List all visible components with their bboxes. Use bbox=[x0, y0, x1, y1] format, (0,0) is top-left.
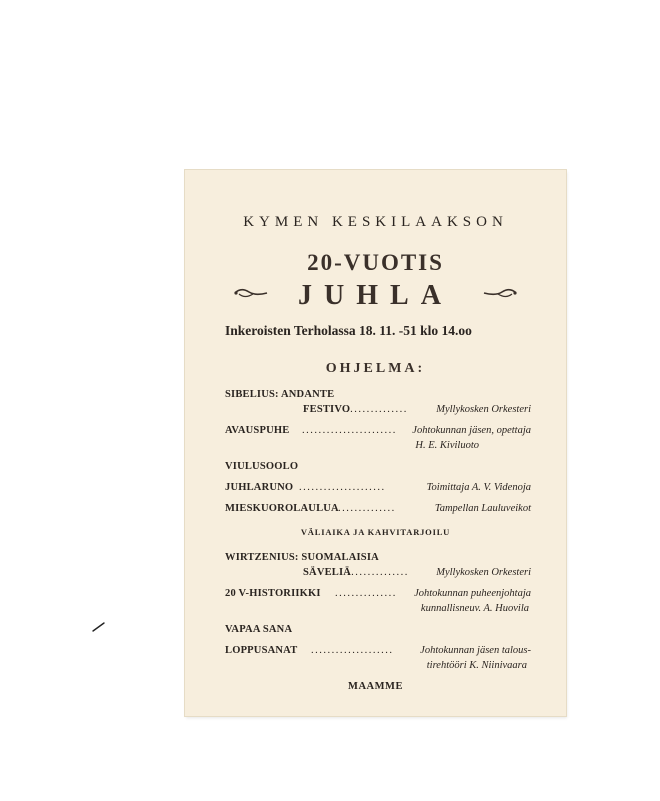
item-title: 20 V-HISTORIIKKI bbox=[225, 588, 321, 599]
item-performer: Johtokunnan jäsen talous- bbox=[420, 645, 531, 656]
leader-dots: ............... bbox=[346, 404, 408, 415]
item-performer: kunnallisneuv. A. Huovila bbox=[420, 603, 529, 614]
leader-dots: ............... bbox=[335, 588, 397, 599]
program-item-sibelius bbox=[225, 389, 531, 404]
program-item-vapaa-sana bbox=[225, 624, 531, 639]
heading-line-1: KYMEN KESKILAAKSON bbox=[243, 214, 508, 230]
program-item-mieskuoro bbox=[225, 503, 531, 518]
program-item-wirtzenius bbox=[225, 552, 531, 567]
item-performer: Myllykosken Orkesteri bbox=[436, 404, 531, 415]
venue-line: Inkeroisten Terholassa 18. 11. -51 klo 14.oo bbox=[225, 323, 472, 338]
leader-dots: .............. bbox=[338, 503, 396, 514]
program-item-avauspuhe-cont bbox=[225, 440, 531, 455]
item-title: JUHLARUNO bbox=[225, 482, 294, 493]
stray-ink-mark-icon bbox=[92, 621, 106, 633]
leader-dots: .................... bbox=[311, 645, 394, 656]
item-performer: Johtokunnan jäsen, opettaja bbox=[412, 425, 531, 436]
program-item-juhlaruno bbox=[225, 482, 531, 497]
leader-dots: ..................... bbox=[299, 482, 386, 493]
ornament-right-icon bbox=[482, 286, 518, 300]
item-title: AVAUSPUHE bbox=[225, 425, 290, 436]
program-item-historiikki-cont bbox=[225, 603, 531, 618]
item-title: VIULUSOOLO bbox=[225, 461, 299, 472]
leader-dots: ....................... bbox=[302, 425, 397, 436]
program-item-historiikki bbox=[225, 588, 531, 603]
item-performer: Johtokunnan puheenjohtaja bbox=[414, 588, 531, 599]
program-title: OHJELMA: bbox=[325, 361, 426, 376]
item-performer: Tampellan Lauluveikot bbox=[434, 503, 531, 514]
heading-line-2: 20-VUOTIS bbox=[307, 250, 444, 275]
leader-dots: ............... bbox=[347, 567, 409, 578]
item-title: SÄVELIÄ bbox=[303, 567, 352, 578]
item-title: LOPPUSANAT bbox=[225, 645, 298, 656]
intermission-line: VÄLIAIKA JA KAHVITARJOILU bbox=[300, 527, 451, 537]
program-item-sibelius-cont bbox=[225, 404, 531, 419]
item-performer: tirehtööri K. Niinivaara bbox=[426, 660, 527, 671]
program-card bbox=[185, 170, 566, 716]
item-performer: Toimittaja A. V. Videnoja bbox=[426, 482, 531, 493]
program-item-viulusoolo bbox=[225, 461, 531, 476]
item-performer: H. E. Kiviluoto bbox=[415, 440, 479, 451]
item-title: MIESKUOROLAULUA bbox=[225, 503, 339, 514]
item-title: SIBELIUS: ANDANTE bbox=[225, 389, 335, 400]
item-title: WIRTZENIUS: SUOMALAISIA bbox=[225, 552, 379, 563]
program-item-loppusanat-cont bbox=[225, 660, 531, 675]
program-item-loppusanat bbox=[225, 645, 531, 660]
item-title: VAPAA SANA bbox=[225, 624, 293, 635]
heading-line-3: JUHLA bbox=[298, 280, 453, 311]
item-performer: Myllykosken Orkesteri bbox=[436, 567, 531, 578]
program-item-avauspuhe bbox=[225, 425, 531, 440]
program-item-wirtzenius-cont bbox=[225, 567, 531, 582]
item-title: FESTIVO bbox=[303, 404, 351, 415]
closing-maamme: MAAMME bbox=[348, 681, 403, 692]
